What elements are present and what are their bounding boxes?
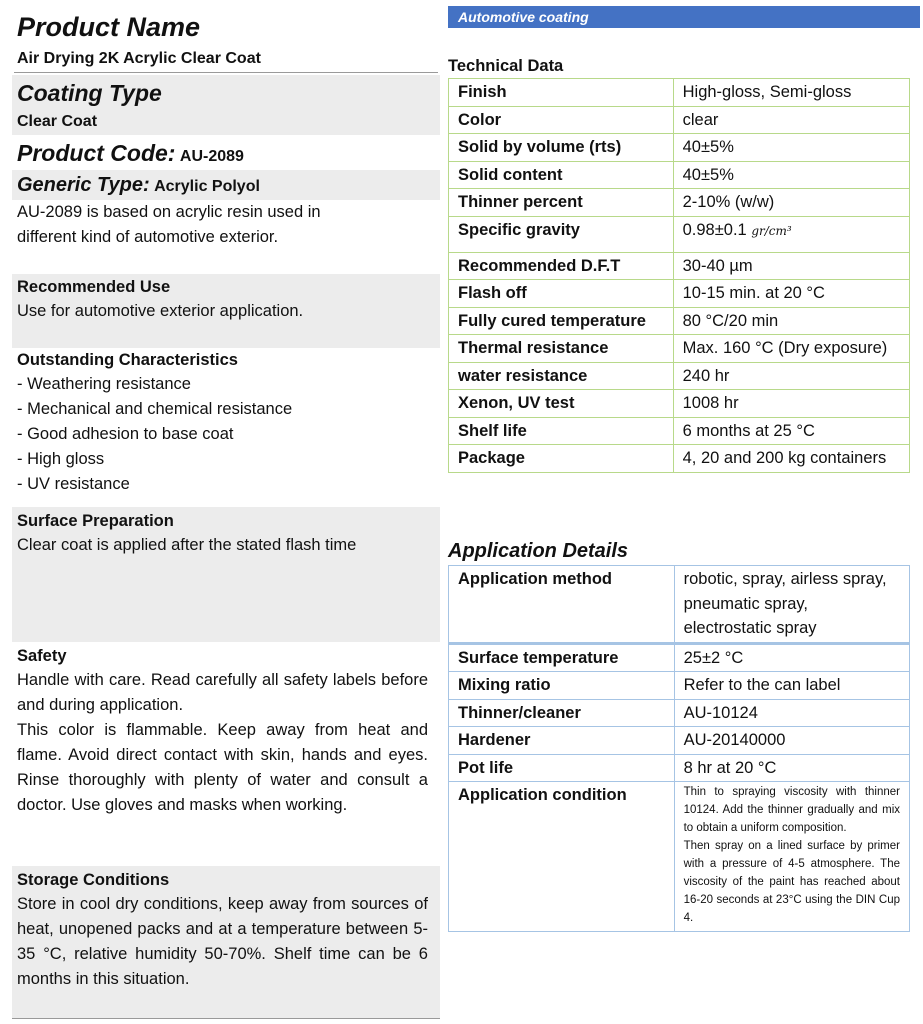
row-key: Thinner/cleaner [449,699,675,727]
row-value: 40±5% [673,134,909,162]
row-value: 80 °C/20 min [673,307,909,335]
coating-type-heading: Coating Type [17,80,162,106]
row-key: Thermal resistance [449,335,674,363]
table-row [449,699,910,727]
table-row [449,307,910,335]
surface-prep-heading: Surface Preparation [17,512,174,530]
storage-heading: Storage Conditions [17,871,170,889]
row-key: Xenon, UV test [449,390,674,418]
application-condition-text-1: Thin to spraying viscosity with thinner 10124. Add the thinner gradually and mix to obtain a uniform composition. [683,786,900,834]
table-row [449,417,910,445]
table-row [449,390,910,418]
row-key: Thinner percent [449,189,674,217]
table-row [449,252,910,280]
gravity-value: 0.98±0.1 [682,220,747,239]
row-key: Application method [449,566,675,644]
row-value: AU-20140000 [674,727,909,755]
row-key: Surface temperature [449,643,675,672]
list-item: - UV resistance [17,475,130,493]
list-item: - Mechanical and chemical resistance [17,400,293,418]
table-row [449,566,910,644]
row-value: 1008 hr [673,390,909,418]
recommended-use-text: Use for automotive exterior application. [17,302,304,320]
outstanding-heading: Outstanding Characteristics [17,351,238,369]
table-row [449,189,910,217]
row-key: Specific gravity [449,216,674,252]
row-key: Mixing ratio [449,672,675,700]
table-row [449,672,910,700]
product-description: AU-2089 is based on acrylic resin used in different kind of automotive exterior. [17,203,321,246]
technical-data-table [448,78,910,473]
row-value: High-gloss, Semi-gloss [673,79,909,107]
generic-type-line [17,173,260,197]
generic-type-value: Acrylic Polyol [154,178,260,195]
row-key: Hardener [449,727,675,755]
category-banner: Automotive coating [448,6,920,28]
table-row [449,727,910,755]
row-key: Package [449,445,674,473]
product-code-heading: Product Code: [17,140,176,166]
safety-text-1: Handle with care. Read carefully all safety labels before and during application. [17,671,428,714]
row-value: 6 months at 25 °C [673,417,909,445]
application-condition-text-2: Then spray on a lined surface by primer with a pressure of 4-5 atmosphere. The viscosity of the paint has reached about 16-20 seconds at 23°C using the DIN Cup 4. [683,840,900,924]
row-value: 2-10% (w/w) [673,189,909,217]
row-value: Refer to the can label [674,672,909,700]
surface-prep-text: Clear coat is applied after the stated flash time [17,536,357,554]
table-row [449,335,910,363]
left-column [0,0,440,1024]
row-value: clear [673,106,909,134]
table-row [449,280,910,308]
storage-text: Store in cool dry conditions, keep away from sources of heat, unopened packs and at a temperature between 5-35 °C, relative humidity 50-70%. Shelf time can be 6 months in this situation. [17,895,428,988]
row-value [674,782,909,932]
divider [12,1018,440,1019]
divider [14,72,438,73]
row-value: 8 hr at 20 °C [674,754,909,782]
list-item: - Good adhesion to base coat [17,425,234,443]
row-value: 10-15 min. at 20 °C [673,280,909,308]
row-key: Finish [449,79,674,107]
table-row [449,106,910,134]
row-value [673,216,909,252]
row-key: Recommended D.F.T [449,252,674,280]
table-row [449,362,910,390]
list-item: - Weathering resistance [17,375,191,393]
row-key: Flash off [449,280,674,308]
outstanding-list [17,372,292,497]
safety-text-2: This color is flammable. Keep away from heat and flame. Avoid direct contact with skin, hands and eyes. Rinse thoroughly with plenty of water and consult a doctor. Use gloves and masks when working. [17,721,428,814]
table-row [449,445,910,473]
row-key: Color [449,106,674,134]
row-key: Solid content [449,161,674,189]
product-name-value: Air Drying 2K Acrylic Clear Coat [17,50,261,67]
row-key: Application condition [449,782,675,932]
row-value: Max. 160 °C (Dry exposure) [673,335,909,363]
technical-data-heading: Technical Data [448,57,564,75]
list-item: - High gloss [17,450,105,468]
table-row [449,161,910,189]
row-value: 25±2 °C [674,643,909,672]
table-row [449,754,910,782]
row-key: Fully cured temperature [449,307,674,335]
row-key: Pot life [449,754,675,782]
recommended-use-heading: Recommended Use [17,278,171,296]
table-row [449,134,910,162]
row-key: Shelf life [449,417,674,445]
gravity-unit: gr/cm³ [751,223,792,238]
row-value: 4, 20 and 200 kg containers [673,445,909,473]
table-row [449,643,910,672]
product-code-value: AU-2089 [179,148,244,165]
row-key: water resistance [449,362,674,390]
application-details-heading: Application Details [448,540,629,562]
product-code-line [17,140,244,166]
row-value: AU-10124 [674,699,909,727]
safety-heading: Safety [17,647,67,665]
table-row [449,782,910,932]
table-row [449,79,910,107]
generic-type-heading: Generic Type: [17,174,150,196]
row-value: robotic, spray, airless spray, pneumatic spray, electrostatic spray [674,566,909,644]
table-row [449,216,910,252]
row-value: 40±5% [673,161,909,189]
product-name-heading: Product Name [17,12,201,42]
row-value: 240 hr [673,362,909,390]
row-key: Solid by volume (rts) [449,134,674,162]
row-value: 30-40 µm [673,252,909,280]
application-details-table [448,565,910,932]
coating-type-value: Clear Coat [17,113,98,130]
